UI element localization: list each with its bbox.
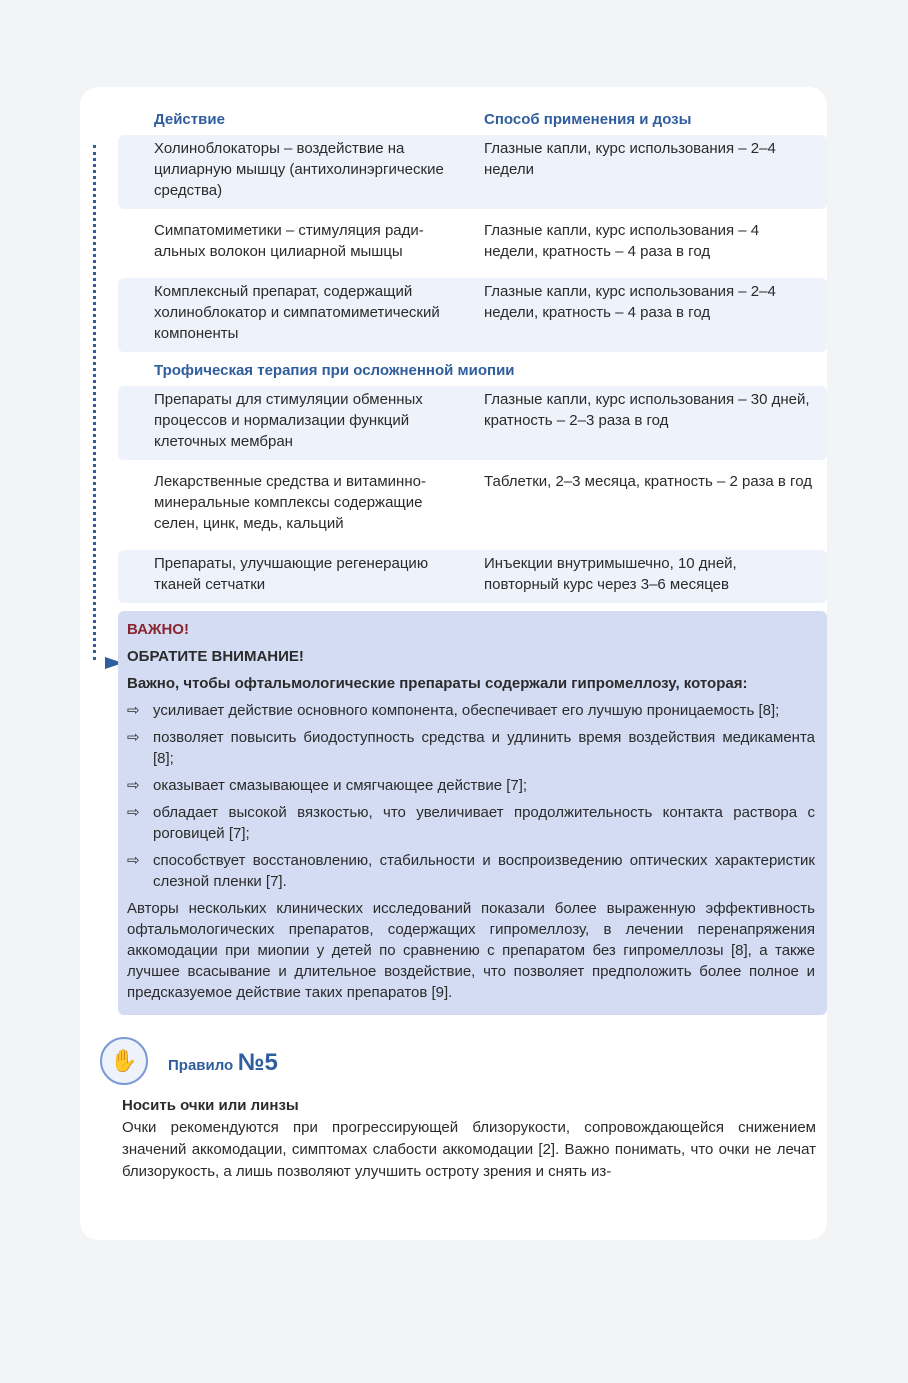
table-row	[118, 278, 827, 352]
arrow-right-icon: ⇨	[127, 852, 140, 869]
note-paragraph: Авторы нескольких клинических исследований показали более выраженную эффективность офтальмологических препаратов, содержащих гипромеллозу, в лечении перенапряжения аккомодации при миопии у детей по сравнению с препаратом без гипромеллозы [8], а также лучшее всасывание и длительное воздействие, что позволяет предположить более полное и предсказуемое действие таких препаратов [9].	[127, 900, 815, 1001]
list-item	[127, 775, 815, 796]
arrow-right-icon: ⇨	[127, 729, 140, 746]
action-cell: Холиноблокаторы – воздействие на цилиарную мышцу (антихолинэргические средства)	[154, 140, 444, 199]
rule-subtitle: Носить очки или линзы	[122, 1097, 299, 1114]
list-item	[127, 802, 815, 844]
page-card	[80, 87, 827, 1240]
arrow-right-icon: ⇨	[127, 702, 140, 719]
dose-cell: Глазные капли, курс использования – 2–4 недели	[484, 140, 776, 178]
note-lead: Важно, чтобы офтальмологические препараты содержали гипромеллозу, которая:	[127, 675, 748, 692]
dotted-connector	[93, 145, 100, 660]
dose-cell: Глазные капли, курс использования – 30 дней, кратность – 2–3 раза в год	[484, 391, 810, 429]
rule-title	[168, 1049, 278, 1077]
table-row	[118, 386, 827, 460]
dose-cell: Глазные капли, курс использования – 4 недели, кратность – 4 раза в год	[484, 222, 760, 260]
column-header-dose: Способ применения и дозы	[484, 111, 692, 128]
attention-label: ОБРАТИТЕ ВНИМАНИЕ!	[127, 648, 304, 665]
table-row	[118, 135, 827, 209]
bullet-text: способствует восстановлению, стабильности и воспроизведению оптических характеристик слезной пленки [7].	[153, 852, 815, 890]
hand-icon: ✋	[100, 1037, 148, 1085]
important-label: ВАЖНО!	[127, 621, 189, 638]
action-cell: Комплексный препарат, содержащий холиноблокатор и симпатомиметический компоненты	[154, 283, 440, 342]
table-row	[118, 550, 827, 603]
dose-cell: Инъекции внутримышечно, 10 дней, повторный курс через 3–6 месяцев	[484, 555, 737, 593]
bullet-text: усиливает действие основного компонента, обеспечивает его лучшую проницаемость [8];	[153, 702, 780, 719]
section-title: Трофическая терапия при осложненной миопии	[154, 362, 515, 379]
list-item	[127, 700, 815, 721]
arrow-right-icon: ⇨	[127, 777, 140, 794]
table-row	[118, 217, 827, 270]
bullet-text: позволяет повысить биодоступность средства и удлинить время воздействия медикамента [8];	[153, 729, 815, 767]
action-cell: Симпатомиметики – стимуляция радиальных волокон цилиарной мышцы	[154, 222, 424, 260]
bullet-text: оказывает смазывающее и смягчающее действие [7];	[153, 777, 528, 794]
arrow-right-icon: ⇨	[127, 804, 140, 821]
action-cell: Препараты для стимуляции обменных процессов и нормализации функций клеточных мембран	[154, 391, 423, 450]
rule-header	[100, 1037, 827, 1093]
column-header-action: Действие	[154, 111, 225, 128]
list-item	[127, 727, 815, 769]
important-note	[118, 611, 827, 1015]
bullet-text: обладает высокой вязкостью, что увеличивает продолжительность контакта раствора с роговицей [7];	[153, 804, 815, 842]
table-row	[118, 468, 827, 542]
action-cell: Препараты, улучшающие регенерацию тканей сетчатки	[154, 555, 429, 593]
action-cell: Лекарственные средства и витаминно-минеральные комплексы содержащие селен, цинк, медь, кальций	[154, 473, 426, 532]
dose-cell: Глазные капли, курс использования – 2–4 недели, кратность – 4 раза в год	[484, 283, 776, 321]
dose-cell: Таблетки, 2–3 месяца, кратность – 2 раза в год	[484, 473, 812, 490]
list-item	[127, 850, 815, 892]
note-bullets	[127, 700, 815, 892]
rule-number: №5	[237, 1049, 278, 1076]
rule-word: Правило	[168, 1057, 234, 1074]
rule-text: Очки рекомендуются при прогрессирующей близорукости, сопровождающейся снижением значений аккомодации, симптомах слабости аккомодации [2]. Важно понимать, что очки не лечат близорукость, а лишь позволяют улучшить остроту зрения и снять из-	[122, 1119, 816, 1180]
table-header	[80, 109, 827, 131]
